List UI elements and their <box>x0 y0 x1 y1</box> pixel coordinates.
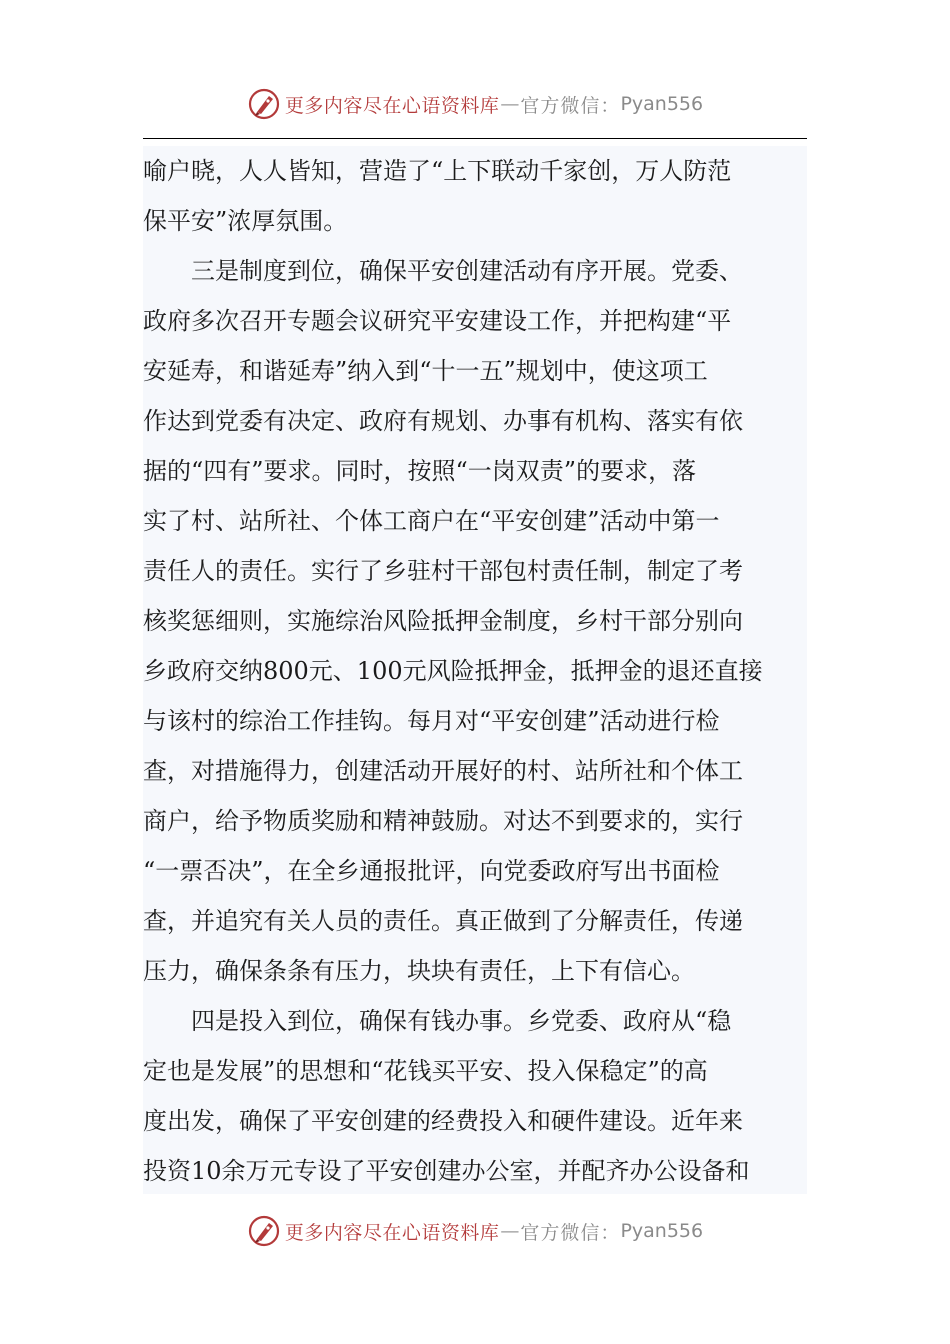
text-line: 核奖惩细则，实施综治风险抵押金制度，乡村干部分别向 <box>143 607 743 635</box>
header-banner[interactable] <box>0 84 950 124</box>
body-text-block <box>143 146 807 1194</box>
text-line: “一票否决”，在全乡通报批评，向党委政府写出书面检 <box>143 857 720 885</box>
footer-site-text: 更多内容尽在心语资料库 <box>284 1221 500 1244</box>
text-line: 作达到党委有决定、政府有规划、办事有机构、落实有依 <box>143 407 743 435</box>
text-line: 查，对措施得力，创建活动开展好的村、站所社和个体工 <box>143 757 743 785</box>
pen-nib-logo-icon <box>247 87 281 121</box>
text-line: 与该村的综治工作挂钩。每月对“平安创建”活动进行检 <box>143 707 720 735</box>
text-line: 喻户晓，人人皆知，营造了“上下联动千家创，万人防范 <box>143 157 732 185</box>
header-wechat-label: 官方微信： <box>520 94 621 117</box>
text-line: 四是投入到位，确保有钱办事。乡党委、政府从“稳 <box>143 1007 732 1035</box>
footer-wechat-id: Pyan556 <box>620 1220 704 1242</box>
footer-separator: — <box>500 1220 520 1242</box>
text-line: 查，并追究有关人员的责任。真正做到了分解责任，传递 <box>143 907 743 935</box>
header-site-text: 更多内容尽在心语资料库 <box>284 94 500 117</box>
text-line: 责任人的责任。实行了乡驻村干部包村责任制，制定了考 <box>143 557 743 585</box>
text-line: 投资10余万元专设了平安创建办公室，并配齐办公设备和 <box>143 1157 750 1185</box>
text-line: 保平安”浓厚氛围。 <box>143 207 348 235</box>
header-separator: — <box>500 93 520 115</box>
text-line: 实了村、站所社、个体工商户在“平安创建”活动中第一 <box>143 507 720 535</box>
text-line: 压力，确保条条有压力，块块有责任，上下有信心。 <box>143 957 695 985</box>
header-wechat-id: Pyan556 <box>620 93 704 115</box>
pen-nib-logo-icon <box>247 1214 281 1248</box>
footer-banner[interactable] <box>0 1211 950 1251</box>
footer-wechat-label: 官方微信： <box>520 1221 621 1244</box>
text-line: 政府多次召开专题会议研究平安建设工作，并把构建“平 <box>143 307 732 335</box>
text-line: 商户，给予物质奖励和精神鼓励。对达不到要求的，实行 <box>143 807 743 835</box>
text-line: 乡政府交纳800元、100元风险抵押金，抵押金的退还直接 <box>143 657 763 685</box>
header-divider <box>143 138 807 139</box>
text-line: 据的“四有”要求。同时，按照“一岗双责”的要求，落 <box>143 457 697 485</box>
text-line: 三是制度到位，确保平安创建活动有序开展。党委、 <box>143 257 743 285</box>
text-line: 度出发，确保了平安创建的经费投入和硬件建设。近年来 <box>143 1107 743 1135</box>
text-line: 安延寿，和谐延寿”纳入到“十一五”规划中，使这项工 <box>143 357 708 385</box>
text-line: 定也是发展”的思想和“花钱买平安、投入保稳定”的高 <box>143 1057 708 1085</box>
